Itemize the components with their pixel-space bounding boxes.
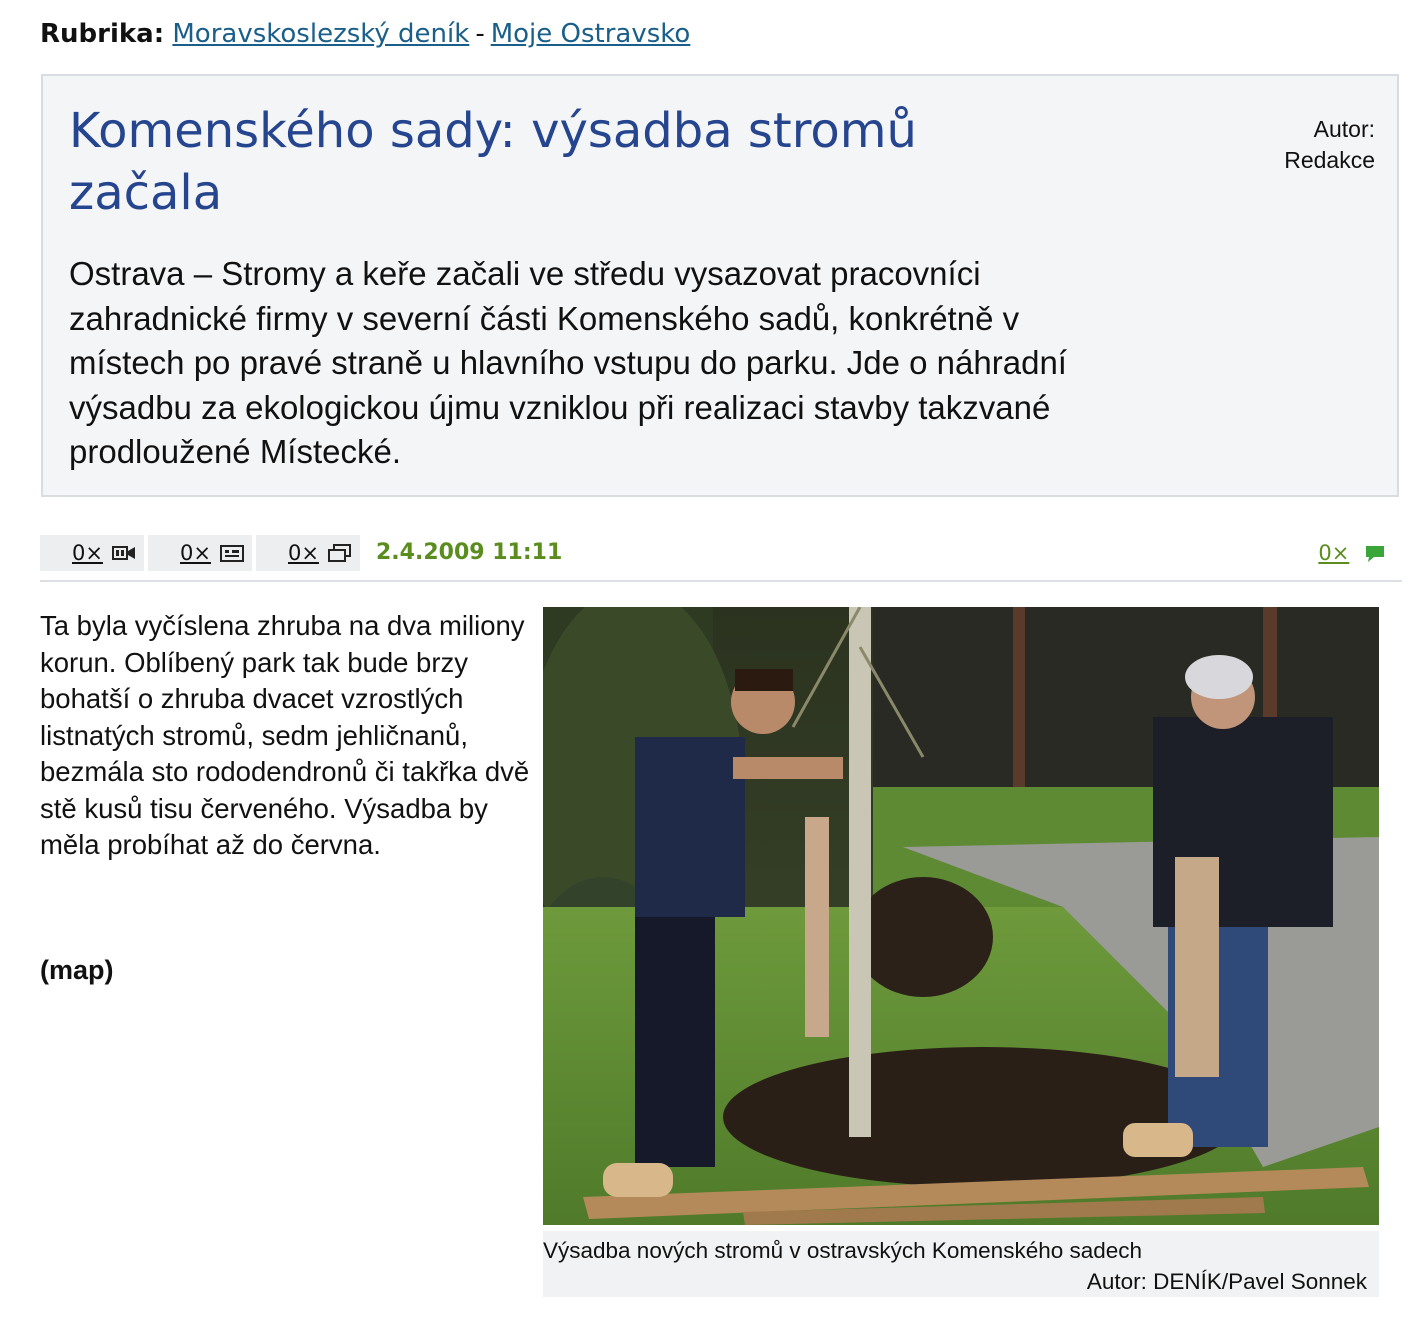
videos-counter[interactable] bbox=[40, 535, 144, 571]
photo-author: Autor: DENÍK/Pavel Sonnek bbox=[1086, 1269, 1367, 1294]
speech-bubble-icon bbox=[1364, 544, 1386, 564]
article-author bbox=[1284, 114, 1375, 176]
photos-counter[interactable] bbox=[148, 535, 252, 571]
article-photo[interactable] bbox=[543, 607, 1379, 1225]
galleries-count[interactable]: 0× bbox=[288, 541, 319, 565]
gallery-icon bbox=[328, 543, 352, 563]
photo-caption-box bbox=[543, 1231, 1379, 1297]
photo-image bbox=[543, 607, 1379, 1225]
photos-count[interactable]: 0× bbox=[180, 541, 211, 565]
rubrika-separator: - bbox=[475, 19, 485, 49]
rubrika-link-moje-ostravsko[interactable]: Moje Ostravsko bbox=[490, 19, 691, 49]
comments-count[interactable]: 0× bbox=[1318, 541, 1350, 565]
article-date: 2.4.2009 11:11 bbox=[376, 540, 563, 565]
photo-caption: Výsadba nových stromů v ostravských Komenského sadech bbox=[543, 1238, 1143, 1263]
article-header-box bbox=[41, 74, 1399, 497]
rubrika-breadcrumb bbox=[40, 16, 690, 52]
galleries-counter[interactable] bbox=[256, 535, 360, 571]
video-camera-icon bbox=[112, 543, 136, 563]
article-title: Komenského sady: výsadba stromů začala bbox=[69, 103, 917, 221]
photo-icon bbox=[220, 543, 244, 563]
videos-count[interactable]: 0× bbox=[72, 541, 103, 565]
article-body: Ta byla vyčíslena zhruba na dva miliony korun. Oblíbený park tak bude brzy bohatší o zhruba dvacet vzrostlých listnatých stromů, sedm jehličnanů, bezmála sto rododendronů či takřka dvě stě kusů tisu červeného. Výsadba by měla probíhat až do června. bbox=[40, 610, 530, 860]
divider bbox=[40, 580, 1402, 582]
article-stats-bar bbox=[40, 535, 1400, 571]
comments-counter[interactable] bbox=[1318, 535, 1386, 571]
article-perex: Ostrava – Stromy a keře začali ve středu vysazovat pracovníci zahradnické firmy v severní části Komenského sadů, konkrétně v místech po pravé straně u hlavního vstupu do parku. Jde o náhradní výsadbu za ekologickou újmu vzniklou při realizaci stavby takzvané prodloužené Místecké. bbox=[69, 255, 1067, 470]
rubrika-link-moravskoslezsky-denik[interactable]: Moravskoslezský deník bbox=[172, 19, 470, 49]
article-source: (map) bbox=[40, 955, 114, 985]
author-name: Redakce bbox=[1284, 147, 1375, 173]
rubrika-label: Rubrika: bbox=[40, 19, 165, 49]
author-label: Autor: bbox=[1313, 116, 1375, 142]
